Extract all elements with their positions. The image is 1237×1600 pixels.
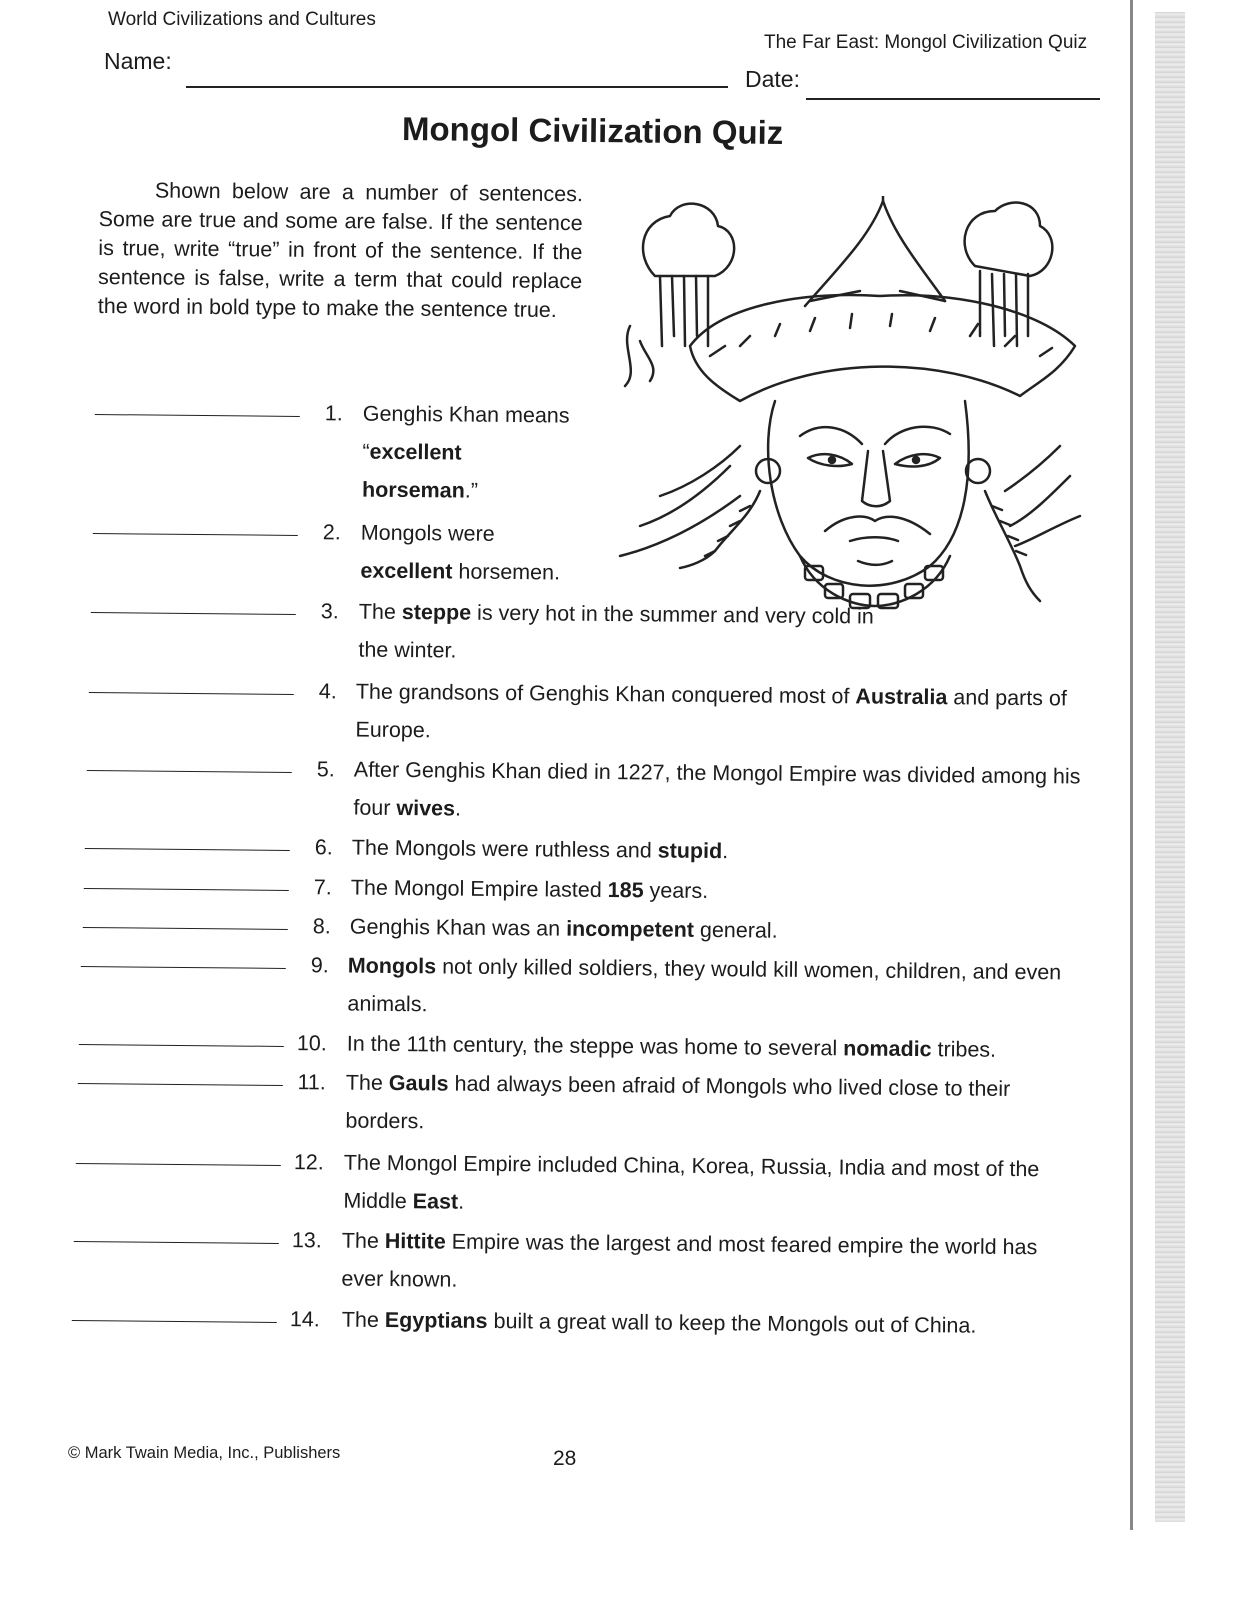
name-field[interactable] [186, 86, 728, 88]
question-text: The Mongols were ruthless and stupid. [351, 835, 729, 864]
question-text: Genghis Khan means “excellent horseman.” [361, 401, 570, 503]
question-number: 13. [291, 1228, 322, 1253]
scan-edge-shadow [1130, 0, 1143, 1530]
publisher-credit: © Mark Twain Media, Inc., Publishers [68, 1444, 341, 1462]
question-text: Mongols were excellent horsemen. [360, 520, 561, 585]
question-text: Mongols not only killed soldiers, they would kill women, children, and even animals. [347, 953, 1062, 1017]
date-field[interactable] [806, 98, 1100, 100]
question-number: 12. [293, 1150, 324, 1175]
answer-blank[interactable] [81, 966, 286, 969]
answer-blank[interactable] [74, 1241, 279, 1244]
question-text: The Egyptians built a great wall to keep the Mongols out of China. [341, 1307, 977, 1338]
answer-blank[interactable] [91, 612, 296, 615]
question-number: 9. [310, 953, 329, 978]
course-title: World Civilizations and Cultures [108, 9, 376, 30]
question-number: 3. [320, 599, 339, 624]
question-text: The Mongol Empire included China, Korea, Russia, India and most of the Middle East. [343, 1150, 1040, 1214]
question-text: The grandsons of Genghis Khan conquered most of Australia and parts of Europe. [355, 679, 1068, 743]
date-label: Date: [745, 66, 800, 92]
page-title: Mongol Civilization Quiz [401, 110, 784, 151]
answer-blank[interactable] [78, 1083, 283, 1086]
question-text: After Genghis Khan died in 1227, the Mongol Empire was divided among his four wives. [353, 757, 1081, 821]
question-text: Genghis Khan was an incompetent general. [349, 914, 778, 943]
answer-blank[interactable] [79, 1044, 284, 1047]
question-number: 5. [316, 757, 335, 782]
page-number: 28 [553, 1447, 577, 1470]
scan-binding-strip [1155, 12, 1185, 1522]
question-number: 8. [312, 914, 331, 939]
answer-blank[interactable] [76, 1163, 281, 1166]
answer-blank[interactable] [72, 1320, 277, 1323]
question-text: The steppe is very hot in the summer and very cold in the winter. [358, 599, 874, 663]
name-label: Name: [104, 48, 172, 74]
question-number: 14. [289, 1307, 320, 1332]
question-text: The Mongol Empire lasted 185 years. [350, 875, 709, 903]
instructions-paragraph: Shown below are a number of sentences. Some are true and some are false. If the sentence is true, write “true” in front of the sentence. If the sentence is false, write a term that could replace the word in bold type to make the sentence true. [97, 178, 583, 322]
question-text: The Hittite Empire was the largest and most feared empire the world has ever known. [341, 1228, 1038, 1292]
question-text: The Gauls had always been afraid of Mongols who lived close to their borders. [345, 1070, 1011, 1134]
answer-blank[interactable] [95, 414, 300, 417]
question-number: 6. [314, 835, 333, 860]
question-number: 1. [324, 401, 343, 426]
answer-blank[interactable] [85, 848, 290, 851]
question-number: 7. [313, 875, 332, 900]
question-number: 2. [322, 520, 341, 545]
answer-blank[interactable] [84, 888, 289, 891]
quiz-subtitle: The Far East: Mongol Civilization Quiz [764, 32, 1088, 53]
genghis-khan-illustration [600, 196, 1100, 626]
question-number: 10. [296, 1031, 327, 1056]
answer-blank[interactable] [87, 770, 292, 773]
answer-blank[interactable] [93, 533, 298, 536]
question-number: 11. [297, 1070, 326, 1095]
answer-blank[interactable] [89, 692, 294, 695]
question-number: 4. [318, 679, 337, 704]
question-text: In the 11th century, the steppe was home to several nomadic tribes. [346, 1031, 997, 1062]
answer-blank[interactable] [83, 927, 288, 930]
